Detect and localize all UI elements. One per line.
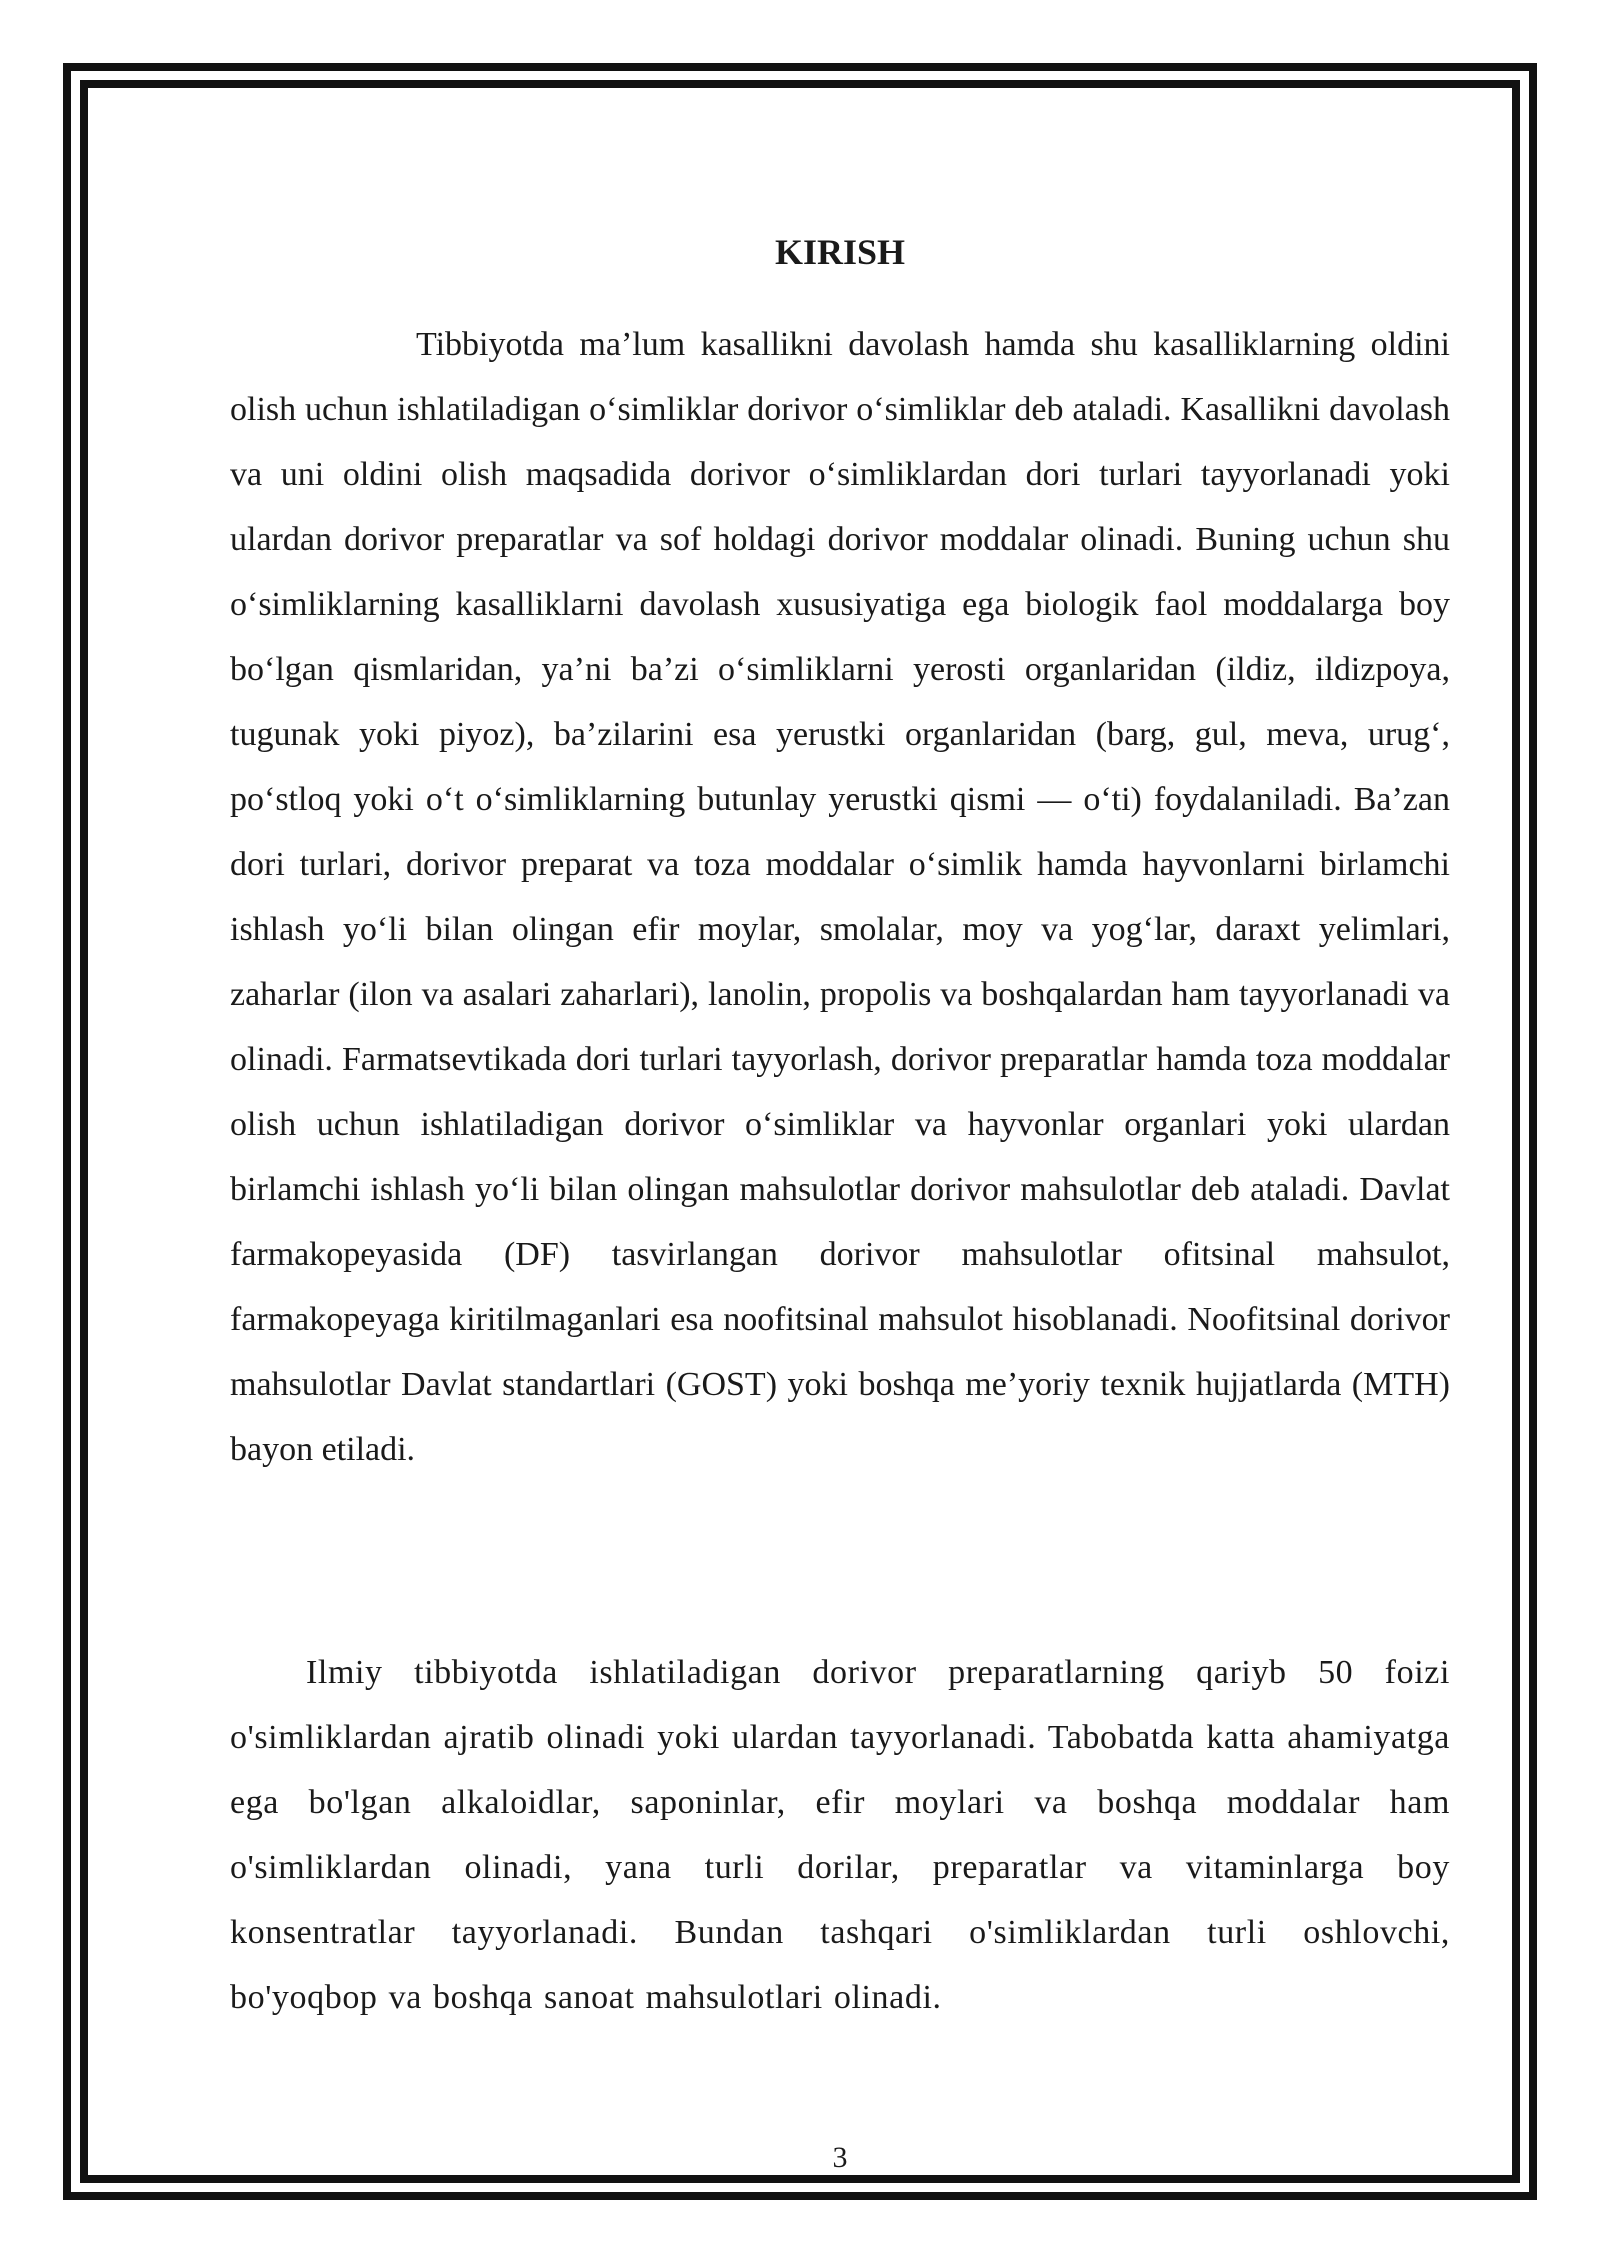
paragraph-2: Ilmiy tibbiyotda ishlatiladigan dorivor preparatlarning qariyb 50 foizi o'simliklardan ajratib olinadi yoki ulardan tayyorlanadi. Tabobatda katta ahamiyatga ega bo'lgan alkaloidlar, saponinlar, efir moylari va boshqa moddalar ham o'simliklardan olinadi, yana turli dorilar, preparatlar va vitaminlarga boy konsentratlar tayyorlanadi. Bundan tashqari o'simliklardan turli oshlovchi, bo'yoqbop va boshqa sanoat mahsulotlari olinadi. (230, 1654, 1450, 2016)
page-title: KIRISH (774, 232, 906, 272)
paragraph-1: Tibbiyotda ma’lum kasallikni davolash hamda shu kasalliklarning oldini olish uchun ishlatiladigan o‘simliklar dorivor o‘simliklar deb ataladi. Kasallikni davolash va uni oldini olish maqsadida dorivor o‘simliklardan dori turlari tayyorlanadi yoki ulardan dorivor preparatlar va sof holdagi dorivor moddalar olinadi. Buning uchun shu o‘simliklarning kasalliklarni davolash xususiyatiga ega biologik faol moddalarga boy bo‘lgan qismlaridan, ya’ni ba’zi o‘simliklarni yerosti organlaridan (ildiz, ildizpoya, tugunak yoki piyoz), ba’zilarini esa yerustki organlaridan (barg, gul, meva, urug‘, po‘stloq yoki o‘t o‘simliklarning butunlay yerustki qismi — o‘ti) foydalaniladi. Ba’zan dori turlari, dorivor preparat va toza moddalar o‘simlik hamda hayvonlarni birlamchi ishlash yo‘li bilan olingan efir moylar, smolalar, moy va yog‘lar, daraxt yelimlari, zaharlar (ilon va asalari zaharlari), lanolin, propolis va boshqalardan ham tayyorlanadi va olinadi. Farmatsevtikada dori turlari tayyorlash, dorivor preparatlar hamda toza moddalar olish uchun ishlatiladigan dorivor o‘simliklar va hayvonlar organlari yoki ulardan birlamchi ishlash yo‘li bilan olingan mahsulotlar dorivor mahsulotlar deb ataladi. Davlat farmakopeyasida (DF) tasvirlangan dorivor mahsulotlar ofitsinal mahsulot, farmakopeyaga kiritilmaganlari esa noofitsinal mahsulot hisoblanadi. Noofitsinal dorivor mahsulotlar Davlat standartlari (GOST) yoki boshqa me’yoriy texnik hujjatlarda (MTH) bayon etiladi. (230, 326, 1450, 1468)
page-number: 3 (832, 2141, 848, 2174)
